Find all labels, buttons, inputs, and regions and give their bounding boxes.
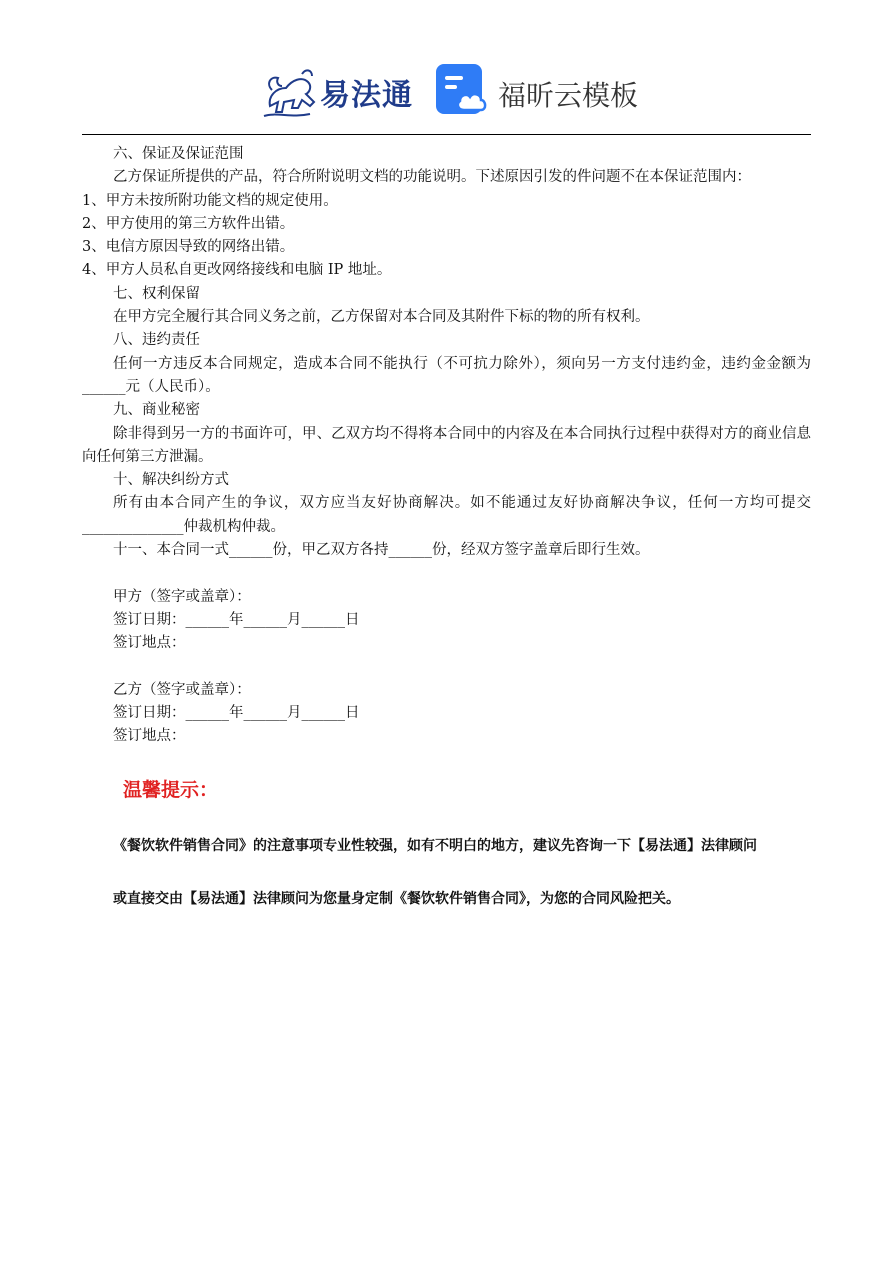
paragraph: 十一、本合同一式______份，甲乙双方各持______份，经双方签字盖章后即行生效。 [113, 542, 650, 559]
party-a-signature: 甲方（签字或盖章）： [113, 588, 251, 605]
section-title: 九、商业秘密 [113, 402, 200, 419]
paragraph: 乙方保证所提供的产品，符合所附说明文档的功能说明。下述原因引发的件问题不在本保证范围内： [113, 169, 751, 186]
yifatong-logo [262, 62, 412, 120]
cloud-doc-icon [436, 64, 488, 116]
list-item: 2、甲方使用的第三方软件出错。 [82, 215, 295, 232]
paragraph: 所有由本合同产生的争议，双方应当友好协商解决。如不能通过友好协商解决争议，任何一方均可提交______________仲裁机构仲裁。 [82, 495, 811, 535]
list-item: 1、甲方未按所附功能文档的规定使用。 [82, 192, 338, 209]
tips-line: 或直接交由【易法通】法律顾问为您量身定制《餐饮软件销售合同》，为您的合同风险把关。 [113, 891, 680, 907]
paragraph: 除非得到另一方的书面许可，甲、乙双方均不得将本合同中的内容及在本合同执行过程中获得对方的商业信息向任何第三方泄漏。 [82, 425, 811, 465]
section-title: 七、权利保留 [113, 285, 200, 302]
header-divider [82, 134, 811, 135]
party-a-place: 签订地点： [113, 635, 186, 652]
foxit-template-logo [436, 64, 639, 120]
logo-text: 福昕云模板 [498, 79, 639, 112]
qilin-icon [262, 62, 322, 120]
list-item: 4、甲方人员私自更改网络接线和电脑 IP 地址。 [82, 262, 392, 279]
section-title: 八、违约责任 [113, 332, 200, 349]
paragraph: 任何一方违反本合同规定，造成本合同不能执行（不可抗力除外），须向另一方支付违约金，违约金金额为______元（人民币）。 [82, 355, 811, 395]
tips-title: 温馨提示： [123, 779, 219, 801]
party-b-place: 签订地点： [113, 728, 186, 745]
tips-line: 《餐饮软件销售合同》的注意事项专业性较强，如有不明白的地方，建议先咨询一下【易法通】法律顾问 [113, 838, 757, 854]
list-item: 3、电信方原因导致的网络出错。 [82, 239, 295, 256]
contract-body [82, 143, 811, 749]
logo-text: 易法通 [320, 78, 413, 113]
section-title: 六、保证及保证范围 [113, 146, 244, 162]
section-title: 十、解决纠纷方式 [113, 472, 229, 489]
page-header [0, 0, 893, 135]
party-b-signature: 乙方（签字或盖章）： [113, 681, 251, 698]
party-b-date: 签订日期：______年______月______日 [113, 705, 360, 722]
party-a-date: 签订日期：______年______月______日 [113, 611, 360, 628]
paragraph: 在甲方完全履行其合同义务之前，乙方保留对本合同及其附件下标的物的所有权利。 [113, 309, 650, 326]
